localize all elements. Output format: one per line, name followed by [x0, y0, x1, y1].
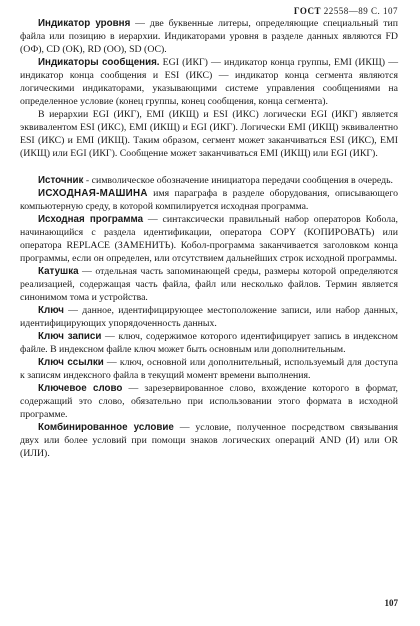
glossary-definition: — две буквенные литеры, определяющие специальный тип файла или позицию в иерархии. Индикаторами уровня в разделе данных являются FD (ОФ), CD (ОК), RD (ОО), SD (ОС). [20, 18, 398, 55]
glossary-definition: — условие, полученное посредством связывания двух или более условий при помощи знаков логических операций AND (И) или OR (ИЛИ). [20, 422, 398, 459]
glossary-term: Катушка [38, 266, 79, 277]
glossary-entry [20, 174, 398, 187]
glossary-term: Ключевое слово [38, 383, 123, 394]
glossary-definition: В иерархии EGI (ИКГ), EMI (ИКЩ) и ESI (ИКС) логически EGI (ИКГ) является эквивалентом ESI (ИКС), EMI (ИКЩ) и EGI (ИКГ). Логически EMI (ИКЩ) эквивалентно ESI (ИКС) и EMI (ИКЩ). Таким образом, сегмент может заканчиваться ESI (ИКС), EMI (ИКЩ) или EGI (ИКГ). Сообщение может заканчиваться EMI (ИКЩ) или EGI (ИКГ). [20, 109, 398, 159]
glossary-definition: — синтаксически правильный набор операторов Кобола, начинающийся с раздела идентификации, оператора COPY (КОПИРОВАТЬ) или оператора REPLACE (ЗАМЕНИТЬ). Кобол-программа заканчивается заголовком конца программы, если он определен, или отсутствием дальнейших строк исходной программы. [20, 214, 398, 264]
glossary-term: Исходная программа [38, 214, 144, 225]
glossary-entry [20, 330, 398, 356]
document-body [20, 17, 398, 460]
glossary-definition: - символическое обозначение инициатора передачи сообщения в очередь. [83, 175, 394, 186]
glossary-definition: — отдельная часть запоминающей среды, размеры которой определяются реализацией, содержащая часть файла, файл или несколько файлов. Термин является синонимом тома и устройства. [20, 266, 398, 303]
glossary-entry [20, 265, 398, 304]
glossary-entry [20, 17, 398, 56]
glossary-term: Индикатор уровня [38, 18, 131, 29]
glossary-entry [20, 421, 398, 460]
glossary-entry [20, 187, 398, 213]
glossary-entry [20, 304, 398, 330]
glossary-entry [20, 356, 398, 382]
glossary-entry [20, 108, 398, 160]
standard-label: ГОСТ [293, 6, 321, 16]
glossary-term: Ключ ссылки [38, 357, 104, 368]
glossary-term: ИСХОДНАЯ-МАШИНА [38, 188, 148, 199]
glossary-entry [20, 382, 398, 421]
glossary-term: Ключ записи [38, 331, 102, 342]
glossary-term: Ключ [38, 305, 64, 316]
glossary-definition: — ключ, содержимое которого идентифицирует запись в индексном файле. В индексном файле ключ может быть основным или дополнительным. [20, 331, 398, 355]
glossary-definition: имя параграфа в разделе оборудования, описывающего компьютерную среду, в которой компилируется исходная программа. [20, 188, 398, 212]
glossary-definition: — ключ, основной или дополнительный, используемый для доступа к записям индексного файла в текущий момент времени выполнения. [20, 357, 398, 381]
glossary-entry [20, 56, 398, 108]
header-page-label: С. 107 [370, 6, 398, 16]
glossary-term: Индикаторы сообщения. [38, 57, 160, 68]
glossary-definition: EGI (ИКГ) — индикатор конца группы, EMI (ИКЩ) — индикатор конца сообщения и ESI (ИКС) — индикатор конца сегмента являются логическими индикаторами, указывающими системе управления сообщениями на определенное условие (конец группы, конец сообщения, конца сегмента). [20, 57, 398, 107]
glossary-entry [20, 213, 398, 265]
glossary-definition: — зарезервированное слово, вхождение которого в формат, содержащий это слово, обязательно при использовании этого формата в исходной программе. [20, 383, 398, 420]
standard-number: 22558—89 [323, 6, 369, 16]
page-header [294, 6, 398, 16]
glossary-term: Источник [38, 175, 84, 186]
glossary-definition: — данное, идентифицирующее местоположение записи, или набор данных, идентифицирующих упорядоченность данных. [20, 305, 398, 329]
page-number: 107 [384, 598, 398, 608]
glossary-term: Комбинированное условие [38, 422, 174, 433]
paragraph-gap [20, 160, 398, 174]
